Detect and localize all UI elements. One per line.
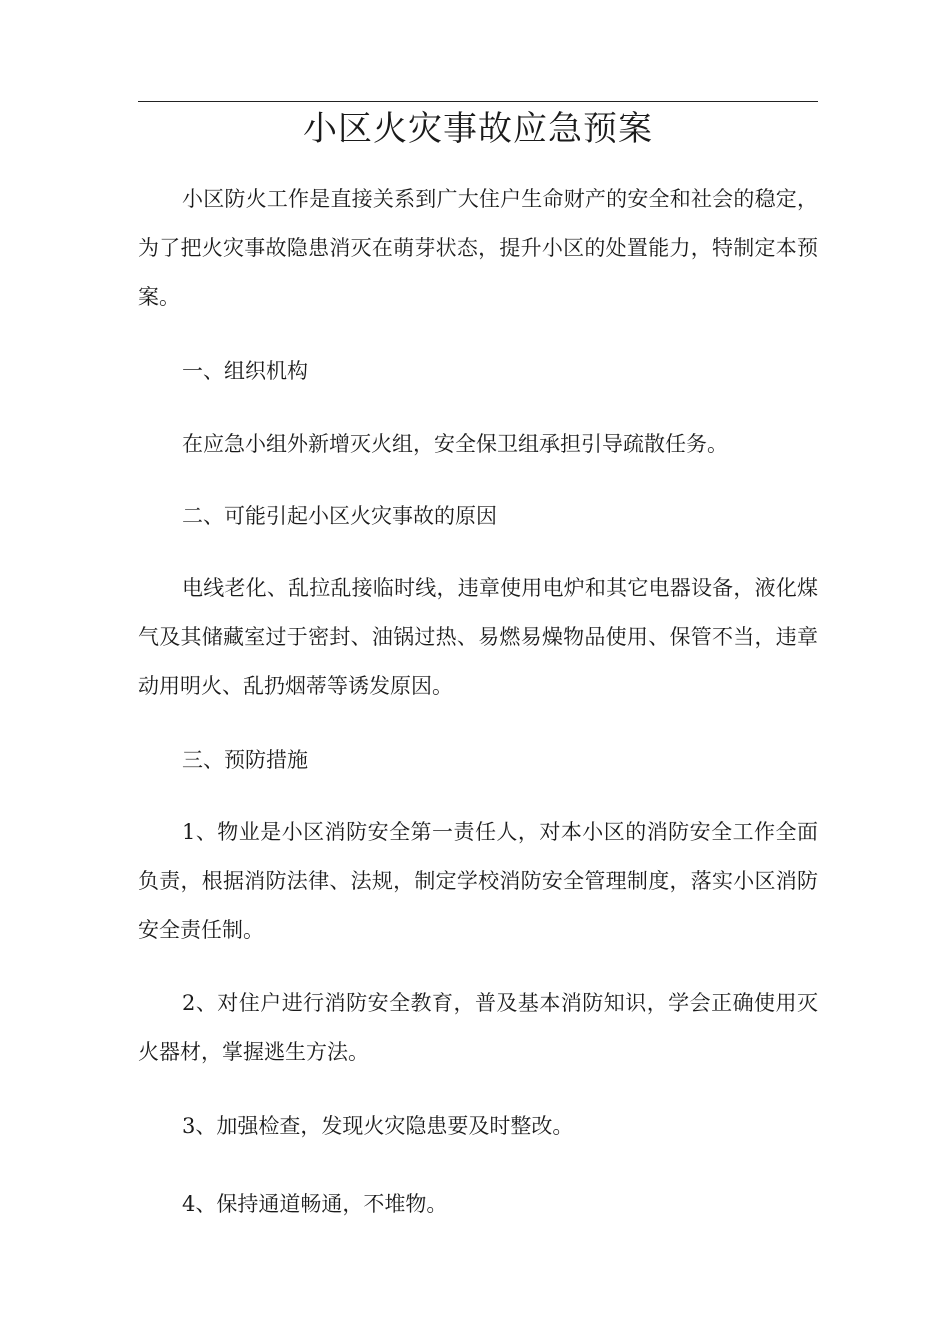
- header-rule: [138, 101, 818, 102]
- prevention-item: 2、对住户进行消防安全教育，普及基本消防知识，学会正确使用灭火器材，掌握逃生方法。: [138, 991, 818, 1064]
- causes-paragraph: 电线老化、乱拉乱接临时线，违章使用电炉和其它电器设备，液化煤气及其储藏室过于密封、油锅过热、易燃易燥物品使用、保管不当，违章动用明火、乱扔烟蒂等诱发原因。: [138, 576, 818, 698]
- intro-paragraph: 小区防火工作是直接关系到广大住户生命财产的安全和社会的稳定，为了把火灾事故隐患消灭在萌芽状态，提升小区的处置能力，特制定本预案。: [138, 187, 818, 309]
- prevention-item: 3、加强检查，发现火灾隐患要及时整改。: [182, 1114, 574, 1138]
- organization-paragraph: 在应急小组外新增灭火组，安全保卫组承担引导疏散任务。: [182, 432, 728, 456]
- prevention-item: 4、保持通道畅通，不堆物。: [182, 1192, 448, 1216]
- section-heading-causes: 二、可能引起小区火灾事故的原因: [182, 504, 497, 528]
- document-title: 小区火灾事故应急预案: [303, 109, 653, 149]
- section-heading-prevention: 三、预防措施: [182, 748, 308, 772]
- section-heading-organization: 一、组织机构: [182, 359, 308, 383]
- prevention-item: 1、物业是小区消防安全第一责任人，对本小区的消防安全工作全面负责，根据消防法律、法规，制定学校消防安全管理制度，落实小区消防安全责任制。: [138, 820, 818, 942]
